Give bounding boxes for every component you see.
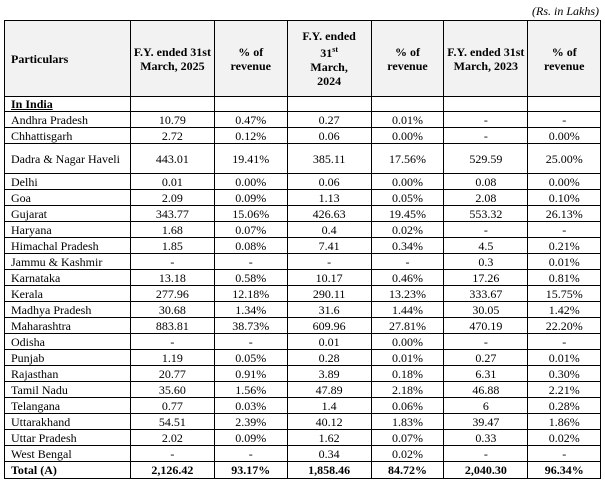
header-fy2024 — [287, 21, 371, 97]
pct-2024: 0.02% — [371, 446, 444, 462]
value-2025: 0.77 — [130, 398, 214, 414]
pct-2024: 0.34% — [371, 238, 444, 254]
value-2025: 2.02 — [130, 430, 214, 446]
table-row — [5, 382, 601, 398]
pct-2025: 0.58% — [215, 270, 288, 286]
header-fy2024-sup: st — [332, 45, 339, 54]
pct-2023: - — [528, 222, 601, 238]
pct-2025: 2.39% — [215, 414, 288, 430]
pct-2023: 25.00% — [528, 144, 601, 174]
value-2025: 2.72 — [130, 128, 214, 144]
value-2024: 0.27 — [287, 112, 371, 128]
pct-2024: 2.18% — [371, 382, 444, 398]
state-name: Uttarakhand — [5, 414, 131, 430]
table-row — [5, 398, 601, 414]
pct-2025: 12.18% — [215, 286, 288, 302]
value-2023: 529.59 — [444, 144, 528, 174]
value-2025: 343.77 — [130, 206, 214, 222]
pct-2024: 0.00% — [371, 334, 444, 350]
value-2024: 609.96 — [287, 318, 371, 334]
header-fy2024-day: 31 — [320, 46, 333, 60]
table-row — [5, 286, 601, 302]
value-2025: 20.77 — [130, 366, 214, 382]
value-2023: - — [444, 112, 528, 128]
value-2024: 47.89 — [287, 382, 371, 398]
state-name: Goa — [5, 190, 131, 206]
value-2023: 6.31 — [444, 366, 528, 382]
state-name: Gujarat — [5, 206, 131, 222]
pct-2024: 0.18% — [371, 366, 444, 382]
value-2024: 40.12 — [287, 414, 371, 430]
value-2024: 385.11 — [287, 144, 371, 174]
table-row — [5, 238, 601, 254]
table-row — [5, 190, 601, 206]
pct-2023: 0.30% — [528, 366, 601, 382]
table-header-row — [5, 21, 601, 97]
pct-2023: - — [528, 446, 601, 462]
pct-2025: 19.41% — [215, 144, 288, 174]
pct-2023: 0.01% — [528, 254, 601, 270]
value-2023: 2,040.30 — [444, 462, 528, 479]
section-title: In India — [5, 97, 131, 112]
value-2025: - — [130, 334, 214, 350]
header-particulars: Particulars — [5, 21, 131, 97]
value-2023: 46.88 — [444, 382, 528, 398]
pct-2024: 19.45% — [371, 206, 444, 222]
state-name: Telangana — [5, 398, 131, 414]
header-fy2025: F.Y. ended 31st March, 2025 — [130, 21, 214, 97]
state-name: Maharashtra — [5, 318, 131, 334]
value-2025: 883.81 — [130, 318, 214, 334]
value-2024: 1,858.46 — [287, 462, 371, 479]
pct-2025: 0.09% — [215, 190, 288, 206]
pct-2025: 0.47% — [215, 112, 288, 128]
value-2024: 0.06 — [287, 128, 371, 144]
pct-2024: 17.56% — [371, 144, 444, 174]
table-row — [5, 206, 601, 222]
pct-2024: 0.00% — [371, 128, 444, 144]
revenue-by-state-table — [4, 20, 601, 479]
pct-2023: 1.42% — [528, 302, 601, 318]
value-2025: 1.85 — [130, 238, 214, 254]
currency-unit-note: (Rs. in Lakhs) — [532, 4, 599, 18]
pct-2025: - — [215, 334, 288, 350]
pct-2024: 27.81% — [371, 318, 444, 334]
pct-2023: 0.81% — [528, 270, 601, 286]
value-2025: 2.09 — [130, 190, 214, 206]
pct-2024: 0.00% — [371, 174, 444, 190]
state-name: Total (A) — [5, 462, 131, 479]
value-2023: 2.08 — [444, 190, 528, 206]
value-2023: 17.26 — [444, 270, 528, 286]
table-row — [5, 222, 601, 238]
value-2025: 0.01 — [130, 174, 214, 190]
value-2023: - — [444, 222, 528, 238]
state-name: Chhattisgarh — [5, 128, 131, 144]
value-2023: 39.47 — [444, 414, 528, 430]
value-2023: 470.19 — [444, 318, 528, 334]
state-name: Haryana — [5, 222, 131, 238]
value-2023: - — [444, 446, 528, 462]
pct-2023: 0.28% — [528, 398, 601, 414]
pct-2025: 0.05% — [215, 350, 288, 366]
value-2024: - — [287, 254, 371, 270]
pct-2025: 0.12% — [215, 128, 288, 144]
pct-2024: 0.06% — [371, 398, 444, 414]
pct-2024: 13.23% — [371, 286, 444, 302]
pct-2025: 1.56% — [215, 382, 288, 398]
pct-2024: 1.83% — [371, 414, 444, 430]
value-2025: - — [130, 254, 214, 270]
pct-2023: 15.75% — [528, 286, 601, 302]
state-name: Jammu & Kashmir — [5, 254, 131, 270]
header-fy2023: F.Y. ended 31st March, 2023 — [444, 21, 528, 97]
table-row — [5, 254, 601, 270]
pct-2023: 0.21% — [528, 238, 601, 254]
pct-2025: 0.09% — [215, 430, 288, 446]
value-2023: 553.32 — [444, 206, 528, 222]
pct-2024: 84.72% — [371, 462, 444, 479]
value-2023: 0.27 — [444, 350, 528, 366]
table-row — [5, 128, 601, 144]
value-2023: 6 — [444, 398, 528, 414]
pct-2023: 0.00% — [528, 128, 601, 144]
value-2024: 1.4 — [287, 398, 371, 414]
pct-2025: 1.34% — [215, 302, 288, 318]
value-2025: 2,126.42 — [130, 462, 214, 479]
value-2023: - — [444, 334, 528, 350]
total-row — [5, 462, 601, 479]
state-name: Tamil Nadu — [5, 382, 131, 398]
value-2025: 1.19 — [130, 350, 214, 366]
table-row — [5, 144, 601, 174]
state-name: Andhra Pradesh — [5, 112, 131, 128]
pct-2023: 2.21% — [528, 382, 601, 398]
section-row-in-india — [5, 97, 601, 112]
state-name: Odisha — [5, 334, 131, 350]
pct-2024: 0.05% — [371, 190, 444, 206]
value-2023: 0.33 — [444, 430, 528, 446]
table-row — [5, 334, 601, 350]
pct-2023: 22.20% — [528, 318, 601, 334]
header-fy2024-year: 2024 — [317, 74, 342, 88]
value-2024: 1.13 — [287, 190, 371, 206]
value-2024: 1.62 — [287, 430, 371, 446]
table-row — [5, 270, 601, 286]
state-name: Punjab — [5, 350, 131, 366]
value-2025: 35.60 — [130, 382, 214, 398]
state-name: Karnataka — [5, 270, 131, 286]
pct-2025: 0.91% — [215, 366, 288, 382]
pct-2023: 26.13% — [528, 206, 601, 222]
value-2024: 426.63 — [287, 206, 371, 222]
pct-2024: 0.07% — [371, 430, 444, 446]
state-name: West Bengal — [5, 446, 131, 462]
state-name: Himachal Pradesh — [5, 238, 131, 254]
value-2024: 0.34 — [287, 446, 371, 462]
header-pct-2025: % of revenue — [215, 21, 288, 97]
pct-2025: 0.07% — [215, 222, 288, 238]
value-2024: 7.41 — [287, 238, 371, 254]
state-name: Madhya Pradesh — [5, 302, 131, 318]
table-row — [5, 414, 601, 430]
header-fy2024-month: March, — [310, 60, 348, 74]
state-name: Uttar Pradesh — [5, 430, 131, 446]
pct-2024: 1.44% — [371, 302, 444, 318]
pct-2023: 96.34% — [528, 462, 601, 479]
pct-2023: - — [528, 334, 601, 350]
table-row — [5, 318, 601, 334]
value-2025: 1.68 — [130, 222, 214, 238]
state-name: Delhi — [5, 174, 131, 190]
table-row — [5, 302, 601, 318]
value-2025: 13.18 — [130, 270, 214, 286]
header-fy2024-line1: F.Y. ended — [302, 29, 356, 43]
value-2025: 54.51 — [130, 414, 214, 430]
value-2024: 0.28 — [287, 350, 371, 366]
pct-2023: 0.10% — [528, 190, 601, 206]
pct-2025: 0.03% — [215, 398, 288, 414]
value-2025: - — [130, 446, 214, 462]
value-2023: - — [444, 128, 528, 144]
value-2023: 333.67 — [444, 286, 528, 302]
value-2025: 443.01 — [130, 144, 214, 174]
value-2024: 31.6 — [287, 302, 371, 318]
table-row — [5, 112, 601, 128]
value-2023: 4.5 — [444, 238, 528, 254]
header-pct-2023: % of revenue — [528, 21, 601, 97]
value-2023: 0.08 — [444, 174, 528, 190]
pct-2023: 0.01% — [528, 350, 601, 366]
pct-2024: 0.46% — [371, 270, 444, 286]
pct-2024: - — [371, 254, 444, 270]
pct-2023: - — [528, 112, 601, 128]
pct-2023: 0.00% — [528, 174, 601, 190]
table-row — [5, 446, 601, 462]
pct-2024: 0.01% — [371, 112, 444, 128]
pct-2024: 0.01% — [371, 350, 444, 366]
value-2024: 0.01 — [287, 334, 371, 350]
pct-2025: - — [215, 254, 288, 270]
header-pct-2024: % of revenue — [371, 21, 444, 97]
value-2024: 0.4 — [287, 222, 371, 238]
value-2024: 0.06 — [287, 174, 371, 190]
pct-2025: - — [215, 446, 288, 462]
pct-2023: 1.86% — [528, 414, 601, 430]
value-2025: 277.96 — [130, 286, 214, 302]
pct-2025: 0.00% — [215, 174, 288, 190]
value-2025: 30.68 — [130, 302, 214, 318]
state-name: Kerala — [5, 286, 131, 302]
table-row — [5, 350, 601, 366]
value-2023: 0.3 — [444, 254, 528, 270]
pct-2025: 38.73% — [215, 318, 288, 334]
table-row — [5, 430, 601, 446]
table-row — [5, 366, 601, 382]
state-name: Rajasthan — [5, 366, 131, 382]
pct-2023: 0.02% — [528, 430, 601, 446]
pct-2024: 0.02% — [371, 222, 444, 238]
value-2024: 290.11 — [287, 286, 371, 302]
value-2024: 3.89 — [287, 366, 371, 382]
pct-2025: 93.17% — [215, 462, 288, 479]
table-row — [5, 174, 601, 190]
value-2023: 30.05 — [444, 302, 528, 318]
state-name: Dadra & Nagar Haveli — [5, 144, 131, 174]
pct-2025: 15.06% — [215, 206, 288, 222]
value-2024: 10.17 — [287, 270, 371, 286]
pct-2025: 0.08% — [215, 238, 288, 254]
value-2025: 10.79 — [130, 112, 214, 128]
